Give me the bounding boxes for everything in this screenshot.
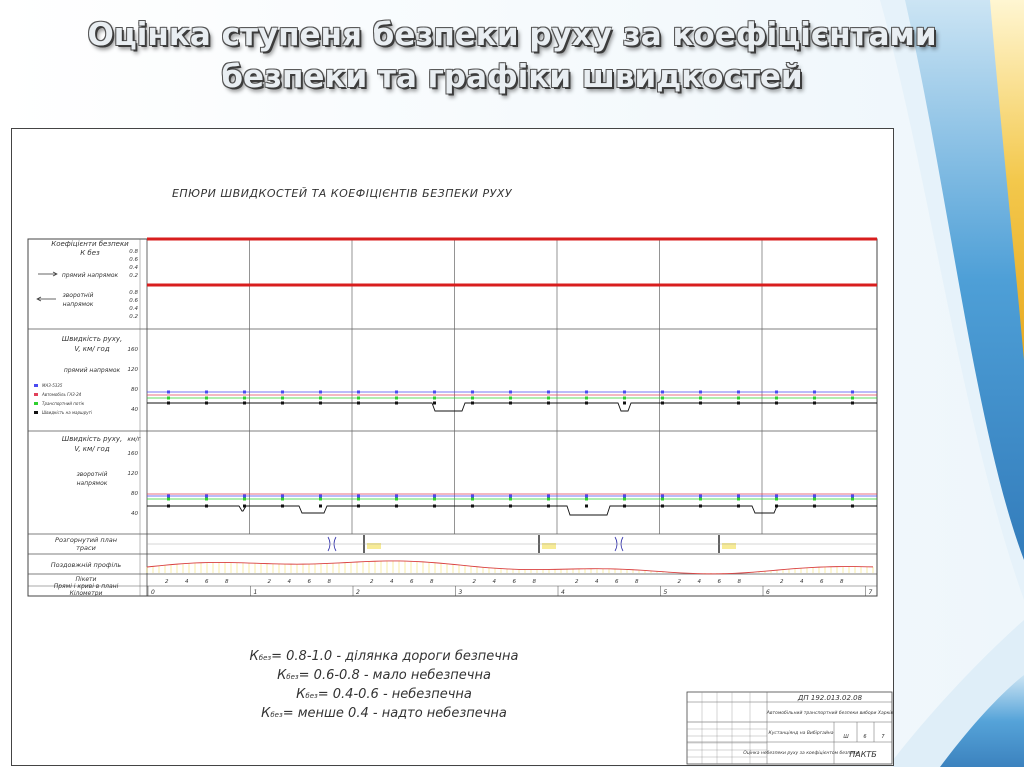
speed-forward-green-marker (433, 397, 436, 400)
coef-tick-reverse: 0.4 (129, 306, 138, 312)
coef-ticks (129, 249, 138, 320)
picket-label: 4 (800, 579, 804, 585)
speed-tick-forward: 120 (127, 367, 138, 373)
picket-row (148, 579, 873, 596)
coef-tick-forward: 0.2 (129, 273, 138, 279)
picket-label: 4 (492, 579, 496, 585)
row-label-reverse-2: напрямок (62, 301, 94, 308)
row-label-profile: Поздовжній профіль (50, 561, 122, 569)
speed-reverse-blue-marker (433, 495, 436, 498)
speed-forward-blue-marker (661, 391, 664, 394)
speed-tick-reverse: 160 (127, 451, 138, 457)
speed-reverse-green-marker (243, 498, 246, 501)
stamp-stage: Ш (843, 734, 849, 740)
row-label-pickets-3: Кілометри (69, 590, 103, 597)
km-label: 0 (151, 589, 155, 596)
picket-label: 6 (410, 579, 414, 585)
km-label: 1 (253, 589, 258, 596)
speed-reverse-blue-marker (471, 495, 474, 498)
speed-forward-blue-marker (775, 391, 778, 394)
stamp-work: Кустанціянд на Вибіргайна (768, 731, 834, 736)
speed-forward-blue-marker (205, 391, 208, 394)
speed-forward-green-marker (281, 397, 284, 400)
row-label-speed-title: Швидкість руху, (61, 335, 123, 343)
row-label-speed2-units: V, км/ год (74, 445, 110, 453)
speed-reverse-black-marker (851, 505, 854, 508)
speed-reverse-green-marker (585, 498, 588, 501)
speed-unit-label: км/г (127, 436, 141, 443)
row-label-reverse-1: зворотній (62, 292, 94, 299)
speed-forward-blue-marker (699, 391, 702, 394)
vehicle-legend-label: МАЗ-5335 (42, 383, 63, 388)
row-label-speed2-reverse-2: напрямок (76, 480, 108, 487)
picket-label: 8 (430, 579, 434, 585)
speed-forward-blue-marker (547, 391, 550, 394)
speed-forward-black-marker (167, 402, 170, 405)
speed-forward-blue-marker (737, 391, 740, 394)
picket-label: 6 (205, 579, 209, 585)
speed-forward-green-marker (585, 397, 588, 400)
legend-line-3: Кбез= 0.4-0.6 - небезпечна (296, 687, 472, 702)
speed-forward-blue-marker (813, 391, 816, 394)
vehicle-legend-label: Швидкість на маршруті (42, 410, 93, 415)
row-label-pickets-2: Прямі і криві в плані (53, 583, 119, 590)
speed-reverse-green-marker (281, 498, 284, 501)
speed-forward-black-marker (395, 402, 398, 405)
picket-label: 2 (165, 579, 169, 585)
speed-forward-black-marker (509, 402, 512, 405)
profile-curve (147, 561, 873, 574)
picket-label: 8 (635, 579, 639, 585)
speed-forward-black-marker (775, 402, 778, 405)
speed-forward-green-marker (167, 397, 170, 400)
speed-forward-black-marker (547, 402, 550, 405)
speed-tick-forward: 40 (131, 407, 138, 413)
speed-forward-black-marker (737, 402, 740, 405)
speed-reverse-green-marker (319, 498, 322, 501)
km-label: 5 (663, 589, 668, 596)
speed-reverse-blue-marker (775, 495, 778, 498)
speed-reverse-green-marker (813, 498, 816, 501)
speed-reverse-green-marker (471, 498, 474, 501)
speed-reverse-black-marker (623, 505, 626, 508)
slide-title (0, 14, 1024, 98)
picket-label: 2 (267, 579, 271, 585)
speed-reverse-blue-marker (395, 495, 398, 498)
stamp-page: 6 (863, 734, 867, 740)
speed-reverse-black-marker (395, 505, 398, 508)
row-label-pickets-1: Пікети (75, 576, 97, 583)
vehicle-legend-label: Автомобіль ГАЗ-24 (42, 392, 82, 397)
picket-label: 4 (697, 579, 701, 585)
title-block (687, 692, 893, 764)
speed-reverse-black-marker (547, 505, 550, 508)
coef-tick-reverse: 0.6 (129, 298, 138, 304)
speed-forward-blue-marker (851, 391, 854, 394)
stamp-code: ДП 192.013.02.08 (797, 694, 863, 702)
km-label: 4 (561, 589, 565, 596)
speed-reverse-blue-marker (319, 495, 322, 498)
speed-forward-black-marker (471, 402, 474, 405)
legend-line-2: Кбез= 0.6-0.8 - мало небезпечна (277, 668, 491, 683)
vehicle-legend (34, 383, 93, 415)
speed-reverse-green-marker (395, 498, 398, 501)
speed-reverse-black-marker (585, 505, 588, 508)
row-label-coef-title: Коефіцієнти безпеки (51, 240, 129, 248)
speed-forward-green-marker (661, 397, 664, 400)
speed-reverse-green-marker (775, 498, 778, 501)
speed-forward-green-marker (509, 397, 512, 400)
stamp-pages: 7 (881, 734, 885, 740)
vehicle-legend-marker (34, 393, 38, 396)
speed-reverse-blue-marker (661, 495, 664, 498)
km-label: 6 (766, 589, 770, 596)
stamp-sheet-title: Оцінка небезпеки руху за коефіцієнтом безпеки (743, 751, 859, 756)
speed-forward-green-marker (851, 397, 854, 400)
slide-title-line-2: безпеки та графіки швидкостей (221, 59, 803, 95)
speed-reverse-black-marker (243, 505, 246, 508)
speed-forward-green-marker (699, 397, 702, 400)
speed-forward-green-marker (319, 397, 322, 400)
vehicle-legend-marker (34, 384, 38, 387)
speed-reverse-black-marker (281, 505, 284, 508)
speed-forward-green-marker (775, 397, 778, 400)
speed-forward-black-marker (281, 402, 284, 405)
row-label-speed-units: V, км/ год (74, 345, 110, 353)
picket-label: 2 (370, 579, 374, 585)
picket-label: 2 (472, 579, 476, 585)
speed-reverse-green-marker (433, 498, 436, 501)
speed-forward-black-marker (623, 402, 626, 405)
speed-tick-forward: 80 (131, 387, 138, 393)
speed-reverse-blue-marker (813, 495, 816, 498)
speed-reverse-green-marker (623, 498, 626, 501)
speed-forward-black-marker (851, 402, 854, 405)
picket-label: 4 (595, 579, 599, 585)
speed-forward-blue-marker (471, 391, 474, 394)
picket-label: 2 (575, 579, 579, 585)
speed-forward-green-marker (737, 397, 740, 400)
speed-reverse-green-marker (547, 498, 550, 501)
speed-forward-blue-marker (319, 391, 322, 394)
speed-series (147, 391, 877, 516)
speed-forward-blue-marker (243, 391, 246, 394)
picket-label: 6 (307, 579, 311, 585)
km-label: 2 (356, 589, 360, 596)
speed-reverse-blue-marker (205, 495, 208, 498)
speed-reverse-blue-marker (851, 495, 854, 498)
speed-reverse-blue-marker (699, 495, 702, 498)
speed-tick-reverse: 40 (131, 511, 138, 517)
speed-forward-black-marker (661, 402, 664, 405)
speed-reverse-blue-marker (167, 495, 170, 498)
vehicle-legend-marker (34, 411, 38, 414)
picket-label: 2 (780, 579, 784, 585)
vehicle-legend-marker (34, 402, 38, 405)
km-label: 7 (868, 589, 873, 596)
stamp-org: Автомобільний транспортний безпеки вибори Харків (766, 711, 893, 716)
speed-reverse-black-marker (699, 505, 702, 508)
row-label-coef-symbol: К без (80, 249, 100, 257)
row-label-forward: прямий напрямок (61, 272, 119, 279)
speed-forward-black-marker (585, 402, 588, 405)
speed-forward-blue-marker (433, 391, 436, 394)
legend-line-4: Кбез= менше 0.4 - надто небезпечна (261, 706, 507, 721)
speed-forward-blue-marker (395, 391, 398, 394)
speed-forward-black-marker (813, 402, 816, 405)
speed-forward-blue-marker (585, 391, 588, 394)
picket-label: 6 (717, 579, 721, 585)
km-gridlines (250, 239, 763, 534)
speed-ticks (128, 347, 139, 517)
picket-label: 6 (615, 579, 619, 585)
row-label-speed2-title: Швидкість руху, (61, 435, 123, 443)
speed-reverse-green-marker (851, 498, 854, 501)
speed-forward-black-marker (205, 402, 208, 405)
speed-forward-blue-marker (357, 391, 360, 394)
speed-forward-blue-marker (509, 391, 512, 394)
coef-tick-forward: 0.6 (129, 257, 138, 263)
slide-title-line-1: Оцінка ступеня безпеки руху за коефіцієнтами (87, 17, 937, 53)
vehicle-legend-label: Транспортний потік (42, 401, 85, 406)
speed-forward-green-marker (395, 397, 398, 400)
picket-label: 4 (185, 579, 189, 585)
picket-label: 6 (512, 579, 516, 585)
coef-tick-forward: 0.8 (129, 249, 138, 255)
coef-tick-reverse: 0.8 (129, 290, 138, 296)
speed-forward-black-marker (433, 402, 436, 405)
speed-reverse-black-marker (357, 505, 360, 508)
speed-forward-black-marker (699, 402, 702, 405)
speed-reverse-green-marker (737, 498, 740, 501)
speed-reverse-black-marker (509, 505, 512, 508)
picket-label: 8 (532, 579, 536, 585)
picket-label: 6 (820, 579, 824, 585)
speed-forward-green-marker (813, 397, 816, 400)
speed-reverse-blue-marker (585, 495, 588, 498)
speed-forward-green-marker (243, 397, 246, 400)
speed-reverse-green-marker (661, 498, 664, 501)
speed-reverse-blue-marker (547, 495, 550, 498)
km-label: 3 (458, 589, 463, 596)
row-label-speed-forward: прямий напрямок (63, 367, 121, 374)
plan-row (147, 535, 877, 553)
picket-label: 8 (737, 579, 741, 585)
speed-forward-green-marker (357, 397, 360, 400)
speed-reverse-blue-marker (737, 495, 740, 498)
picket-label: 8 (840, 579, 844, 585)
speed-forward-blue-marker (167, 391, 170, 394)
speed-reverse-black-marker (433, 505, 436, 508)
speed-forward-green-marker (623, 397, 626, 400)
speed-reverse-blue-marker (623, 495, 626, 498)
speed-reverse-black-marker (205, 505, 208, 508)
row-label-speed2-reverse-1: зворотній (76, 471, 108, 478)
speed-reverse-green-marker (699, 498, 702, 501)
picket-label: 4 (390, 579, 394, 585)
speed-tick-reverse: 120 (127, 471, 138, 477)
profile-row (147, 561, 873, 574)
speed-reverse-blue-marker (509, 495, 512, 498)
speed-forward-black-marker (319, 402, 322, 405)
drawing-heading: ЕПЮРИ ШВИДКОСТЕЙ ТА КОЕФІЦІЄНТІВ БЕЗПЕКИ РУХУ (171, 187, 513, 200)
coef-tick-forward: 0.4 (129, 265, 138, 271)
speed-tick-forward: 160 (127, 347, 138, 353)
row-label-plan-1: Розгорнутий план (55, 536, 117, 544)
coef-tick-reverse: 0.2 (129, 314, 138, 320)
speed-reverse-black-marker (775, 505, 778, 508)
picket-label: 2 (677, 579, 681, 585)
stamp-dept: ПАКТБ (849, 750, 877, 759)
speed-reverse-black-marker (167, 505, 170, 508)
speed-reverse-blue-marker (281, 495, 284, 498)
speed-forward-black-marker (243, 402, 246, 405)
speed-forward-green-marker (205, 397, 208, 400)
speed-reverse-black-marker (319, 505, 322, 508)
speed-forward-green-marker (471, 397, 474, 400)
speed-reverse-green-marker (167, 498, 170, 501)
speed-reverse-blue-marker (357, 495, 360, 498)
speed-forward-blue-marker (281, 391, 284, 394)
picket-label: 8 (225, 579, 229, 585)
diagram-frame (28, 239, 877, 596)
speed-reverse-black-marker (737, 505, 740, 508)
speed-reverse-green-marker (205, 498, 208, 501)
speed-forward-black-marker (357, 402, 360, 405)
speed-tick-reverse: 80 (131, 491, 138, 497)
speed-forward-green-marker (547, 397, 550, 400)
speed-reverse-black-marker (471, 505, 474, 508)
speed-forward-blue-marker (623, 391, 626, 394)
row-label-plan-2: траси (76, 544, 96, 552)
speed-reverse-green-marker (509, 498, 512, 501)
speed-reverse-blue-marker (243, 495, 246, 498)
legend-line-1: Кбез= 0.8-1.0 - ділянка дороги безпечна (249, 649, 519, 664)
speed-reverse-black-marker (813, 505, 816, 508)
speed-reverse-green-marker (357, 498, 360, 501)
picket-label: 4 (287, 579, 291, 585)
picket-label: 8 (327, 579, 331, 585)
safety-coefficient-legend (244, 648, 524, 724)
speed-reverse-black-marker (661, 505, 664, 508)
